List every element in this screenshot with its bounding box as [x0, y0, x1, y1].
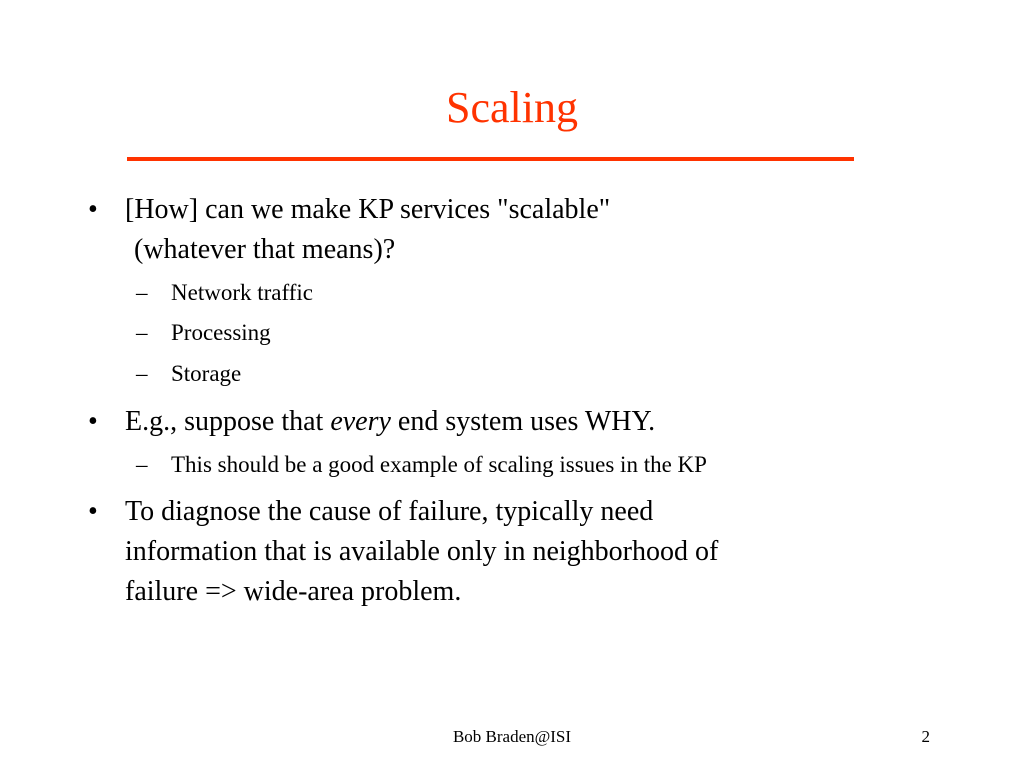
bullet-marker: •: [88, 194, 98, 225]
slide-title: Scaling: [446, 83, 578, 132]
sub-bullet-storage: Storage: [171, 361, 242, 386]
bullet-3-line-1: To diagnose the cause of failure, typically need: [125, 496, 654, 527]
page-number: 2: [921, 727, 930, 746]
bullet-1-line-2: (whatever that means)?: [134, 234, 396, 265]
sub-bullet-marker: –: [136, 280, 148, 305]
sub-bullet-network-traffic: Network traffic: [171, 280, 313, 305]
sub-bullet-marker: –: [136, 320, 148, 345]
bullet-2-line-1: [125, 402, 655, 442]
sub-bullet-marker: –: [136, 452, 148, 477]
bullet-marker: •: [88, 496, 98, 527]
bullet-2-prefix: E.g., suppose that: [125, 406, 331, 437]
bullet-1-line-1: [How] can we make KP services "scalable": [125, 194, 611, 225]
bullet-2-suffix: end system uses WHY.: [390, 406, 656, 437]
bullet-2-emphasis: every: [330, 406, 391, 437]
bullet-3-line-2: information that is available only in neighborhood of: [125, 536, 719, 567]
bullet-marker: •: [88, 406, 98, 437]
sub-bullet-scaling-example: This should be a good example of scaling issues in the KP: [171, 452, 707, 477]
footer-author: Bob Braden@ISI: [452, 727, 572, 746]
bullet-3-line-3: failure => wide-area problem.: [125, 576, 462, 607]
sub-bullet-marker: –: [136, 361, 148, 386]
sub-bullet-processing: Processing: [171, 320, 271, 345]
